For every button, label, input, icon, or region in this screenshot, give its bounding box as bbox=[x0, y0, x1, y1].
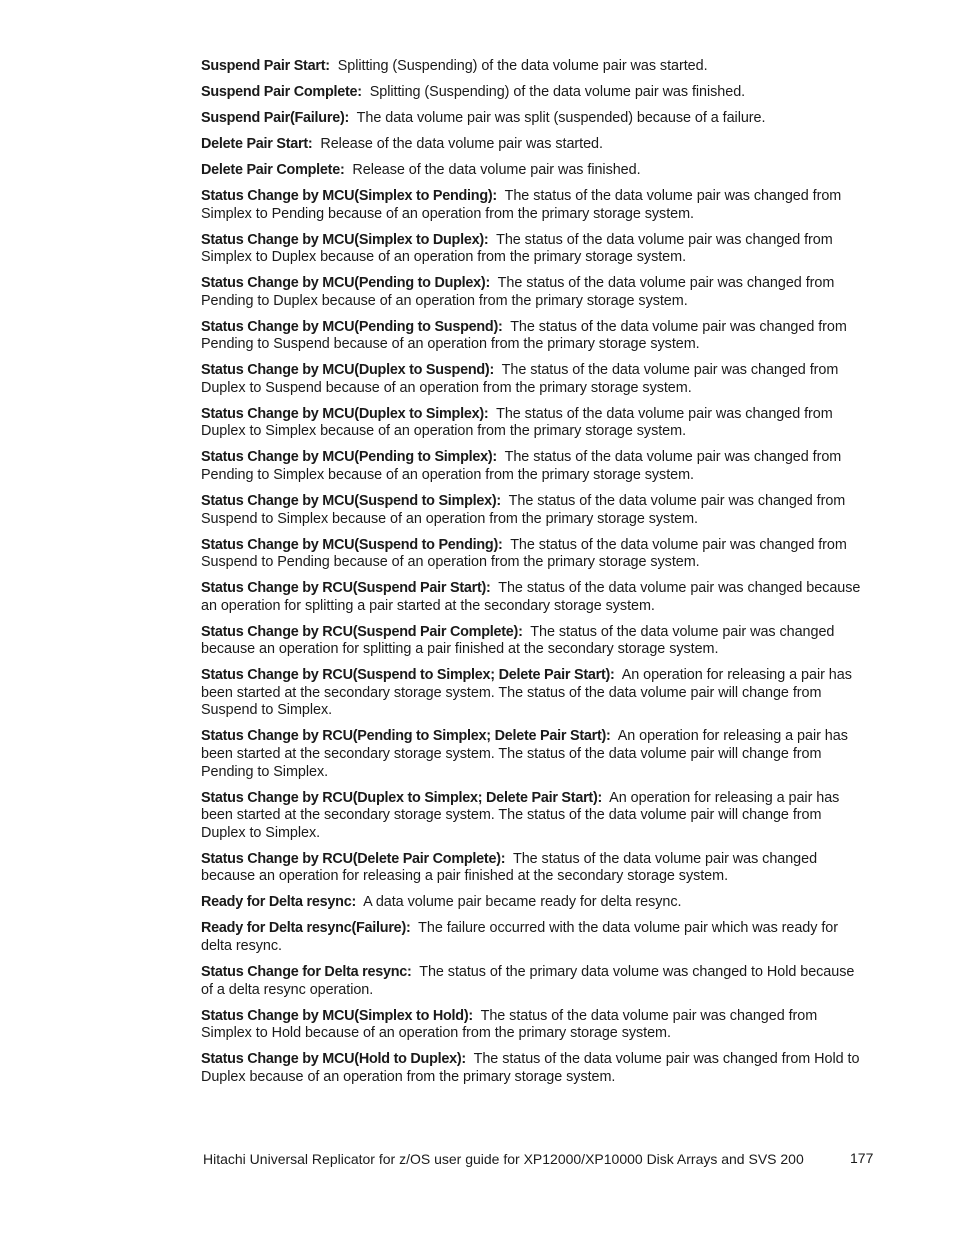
definition-term: Status Change by MCU(Simplex to Pending): bbox=[201, 187, 497, 204]
definition-term: Ready for Delta resync(Failure): bbox=[201, 920, 411, 937]
definition-text: An operation for releasing a pair has been started at the secondary storage system. The status of the data volume pair will change from Pending to Simplex. bbox=[201, 728, 848, 780]
definition-term: Status Change by MCU(Hold to Duplex): bbox=[201, 1051, 466, 1068]
definition-term: Suspend Pair(Failure): bbox=[201, 109, 350, 126]
definition-term: Status Change by RCU(Suspend Pair Start): bbox=[201, 580, 491, 597]
definition-entry bbox=[201, 362, 863, 397]
page-number: 177 bbox=[850, 1150, 874, 1166]
definition-entry bbox=[201, 319, 863, 354]
definition-term: Status Change by RCU(Delete Pair Complete): bbox=[201, 850, 506, 867]
definition-text: The failure occurred with the data volume pair which was ready for delta resync. bbox=[201, 920, 838, 954]
definition-text: The status of the data volume pair was changed from Suspend to Simplex because of an operation from the primary storage system. bbox=[201, 492, 846, 527]
definition-entry bbox=[201, 667, 863, 720]
definition-text: The status of the data volume pair was changed because an operation for splitting a pair finished at the secondary storage system. bbox=[201, 623, 835, 658]
definition-text: The status of the data volume pair was changed from Duplex to Simplex because of an operation from the primary storage system. bbox=[201, 405, 833, 440]
definition-term: Status Change by MCU(Pending to Simplex): bbox=[201, 449, 497, 466]
definition-entry bbox=[201, 162, 863, 180]
definition-text: The status of the data volume pair was changed from Hold to Duplex because of an operation from the primary storage system. bbox=[201, 1051, 860, 1085]
definition-text: Splitting (Suspending) of the data volume pair was finished. bbox=[369, 83, 746, 100]
definition-term: Status Change by MCU(Simplex to Duplex): bbox=[201, 231, 489, 248]
definition-entry bbox=[201, 493, 863, 528]
definition-entry bbox=[201, 728, 863, 781]
definition-entry bbox=[201, 58, 863, 76]
definition-entry bbox=[201, 84, 863, 102]
definition-text: An operation for releasing a pair has been started at the secondary storage system. The status of the data volume pair will change from Suspend to Simplex. bbox=[201, 667, 852, 719]
definition-entry bbox=[201, 964, 863, 999]
definition-entry bbox=[201, 275, 863, 310]
definition-entry bbox=[201, 1051, 863, 1086]
definition-term: Status Change by MCU(Duplex to Simplex): bbox=[201, 405, 489, 422]
definition-entry bbox=[201, 110, 863, 128]
definition-entry bbox=[201, 232, 863, 267]
definition-text: A data volume pair became ready for delta resync. bbox=[363, 894, 682, 911]
footer-title: Hitachi Universal Replicator for z/OS user guide for XP12000/XP10000 Disk Arrays and SVS 200 bbox=[203, 1151, 804, 1167]
definition-entry bbox=[201, 580, 863, 615]
definition-term: Status Change by MCU(Duplex to Suspend): bbox=[201, 362, 495, 379]
definition-term: Status Change by MCU(Simplex to Hold): bbox=[201, 1007, 473, 1024]
definition-entry bbox=[201, 851, 863, 886]
definition-term: Status Change by RCU(Suspend Pair Complete): bbox=[201, 623, 523, 640]
definition-term: Status Change by MCU(Pending to Suspend): bbox=[201, 318, 503, 335]
definition-text: The status of the data volume pair was changed from Simplex to Hold because of an operation from the primary storage system. bbox=[201, 1007, 818, 1042]
definition-entry bbox=[201, 624, 863, 659]
definition-text: The status of the data volume pair was changed from Duplex to Suspend because of an operation from the primary storage system. bbox=[201, 362, 839, 396]
definition-term: Ready for Delta resync: bbox=[201, 894, 357, 911]
definition-text: The status of the data volume pair was changed because an operation for releasing a pair finished at the secondary storage system. bbox=[201, 850, 818, 885]
definition-text: The status of the data volume pair was changed from Pending to Simplex because of an operation from the primary storage system. bbox=[201, 449, 842, 483]
definition-text: The status of the data volume pair was changed from Pending to Suspend because of an operation from the primary storage system. bbox=[201, 318, 847, 353]
definition-text: Release of the data volume pair was started. bbox=[320, 135, 603, 152]
definition-text: The data volume pair was split (suspended) because of a failure. bbox=[356, 109, 766, 126]
definition-text: Splitting (Suspending) of the data volume pair was started. bbox=[337, 58, 708, 74]
definition-term: Status Change by RCU(Suspend to Simplex; Delete Pair Start): bbox=[201, 667, 615, 684]
definition-term: Delete Pair Complete: bbox=[201, 161, 345, 178]
definition-entry bbox=[201, 537, 863, 572]
definition-entry bbox=[201, 920, 863, 955]
definition-list bbox=[201, 58, 863, 1095]
definition-entry bbox=[201, 449, 863, 484]
definition-entry bbox=[201, 188, 863, 223]
definition-term: Status Change by MCU(Suspend to Pending): bbox=[201, 536, 503, 553]
definition-entry bbox=[201, 1008, 863, 1043]
definition-term: Status Change by RCU(Duplex to Simplex; Delete Pair Start): bbox=[201, 789, 603, 806]
definition-entry bbox=[201, 136, 863, 154]
definition-term: Delete Pair Start: bbox=[201, 135, 313, 152]
definition-term: Status Change by RCU(Pending to Simplex; Delete Pair Start): bbox=[201, 728, 611, 745]
definition-entry bbox=[201, 894, 863, 912]
definition-text: The status of the primary data volume was changed to Hold because of a delta resync operation. bbox=[201, 963, 855, 998]
definition-term: Status Change for Delta resync: bbox=[201, 963, 412, 980]
definition-text: The status of the data volume pair was changed from Pending to Duplex because of an operation from the primary storage system. bbox=[201, 275, 835, 309]
definition-entry bbox=[201, 406, 863, 441]
definition-text: An operation for releasing a pair has been started at the secondary storage system. The status of the data volume pair will change from Duplex to Simplex. bbox=[201, 789, 840, 841]
definition-text: The status of the data volume pair was changed from Simplex to Pending because of an operation from the primary storage system. bbox=[201, 187, 842, 222]
definition-text: The status of the data volume pair was changed because an operation for splitting a pair started at the secondary storage system. bbox=[201, 580, 861, 614]
definition-text: The status of the data volume pair was changed from Simplex to Duplex because of an operation from the primary storage system. bbox=[201, 231, 833, 266]
definition-text: The status of the data volume pair was changed from Suspend to Pending because of an operation from the primary storage system. bbox=[201, 536, 847, 571]
definition-text: Release of the data volume pair was finished. bbox=[352, 161, 641, 178]
definition-term: Status Change by MCU(Pending to Duplex): bbox=[201, 275, 491, 292]
definition-term: Suspend Pair Start: bbox=[201, 58, 330, 74]
definition-entry bbox=[201, 790, 863, 843]
definition-term: Status Change by MCU(Suspend to Simplex): bbox=[201, 492, 501, 509]
definition-term: Suspend Pair Complete: bbox=[201, 83, 362, 100]
